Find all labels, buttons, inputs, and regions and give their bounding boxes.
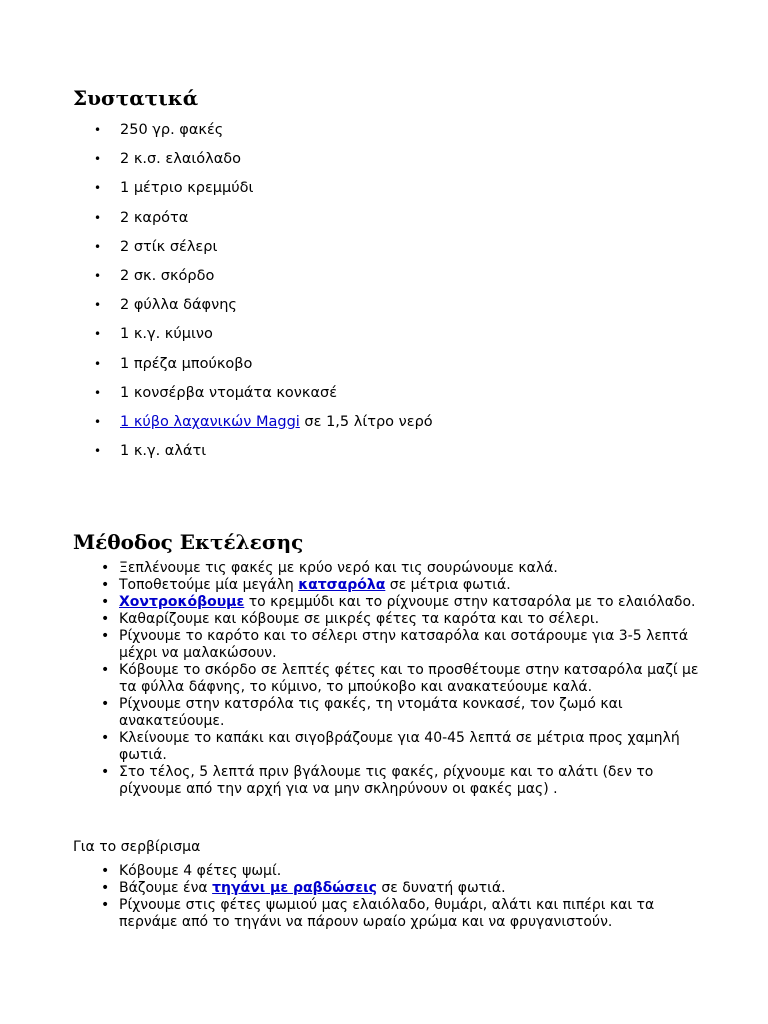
bullet-icon: •	[101, 696, 110, 712]
serving-label: Για το σερβίρισμα	[73, 839, 201, 855]
list-item	[0, 353, 433, 382]
step-text: Κλείνουμε το καπάκι και σιγοβράζουμε για 40-45 λεπτά σε μέτρια προς χαμηλή φωτιά.	[119, 730, 680, 763]
maggi-cube-link[interactable]: 1 κύβο λαχανικών Maggi	[120, 413, 300, 430]
list-item	[0, 764, 700, 798]
step-text: Κόβουμε 4 φέτες ψωμί.	[119, 863, 282, 879]
list-item	[0, 863, 700, 880]
list-item	[0, 294, 433, 323]
ingredient-text: 2 κ.σ. ελαιόλαδο	[120, 151, 242, 168]
list-item	[0, 236, 433, 265]
ingredient-text: 1 κονσέρβα ντομάτα κονκασέ	[120, 384, 338, 401]
list-item	[0, 177, 433, 206]
ingredient-text: 1 κ.γ. αλάτι	[120, 443, 207, 460]
bullet-icon: •	[94, 444, 102, 459]
list-item	[0, 265, 433, 294]
ingredient-text: 1 κ.γ. κύμινο	[120, 326, 213, 343]
step-text: Κόβουμε το σκόρδο σε λεπτές φέτες και το προσθέτουμε στην κατσαρόλα μαζί με τα φύλλα δάφνης, το κύμινο, το μπούκοβο και ανακατεύουμε καλά.	[119, 662, 699, 695]
grill-pan-link[interactable]: τηγάνι με ραβδώσεις	[212, 880, 377, 896]
list-item	[0, 440, 433, 469]
list-item	[0, 560, 700, 577]
list-item	[0, 594, 700, 611]
bullet-icon: •	[101, 880, 110, 896]
chop-link[interactable]: Χοντροκόβουμε	[119, 594, 245, 610]
bullet-icon: •	[94, 414, 102, 429]
list-item	[0, 730, 700, 764]
list-item	[0, 119, 433, 148]
ingredient-text: 2 φύλλα δάφνης	[120, 297, 237, 314]
step-text: Ξεπλένουμε τις φακές με κρύο νερό και τις σουρώνουμε καλά.	[119, 560, 558, 576]
list-item	[0, 897, 700, 931]
step-text: Τοποθετούμε μία μεγάλη	[119, 577, 299, 593]
method-steps-list	[0, 560, 700, 798]
list-item	[0, 577, 700, 594]
list-item	[0, 411, 433, 440]
list-item	[0, 611, 700, 628]
list-item	[0, 662, 700, 696]
bullet-icon: •	[94, 268, 102, 283]
step-text: το κρεμμύδι και το ρίχνουμε στην κατσαρόλα με το ελαιόλαδο.	[244, 594, 696, 610]
list-item	[0, 323, 433, 352]
bullet-icon: •	[101, 662, 110, 678]
bullet-icon: •	[101, 560, 110, 576]
list-item	[0, 382, 433, 411]
bullet-icon: •	[94, 327, 102, 342]
ingredient-text: 1 πρέζα μπούκοβο	[120, 355, 253, 372]
step-text: Ρίχνουμε στις φέτες ψωμιού μας ελαιόλαδο, θυμάρι, αλάτι και πιπέρι και τα περνάμε από το τηγάνι να πάρουν ωραίο χρώμα και να φρυγανιστούν.	[119, 897, 655, 930]
bullet-icon: •	[94, 152, 102, 167]
bullet-icon: •	[101, 863, 110, 879]
bullet-icon: •	[101, 730, 110, 746]
ingredient-text: 2 καρότα	[120, 209, 189, 226]
bullet-icon: •	[101, 577, 110, 593]
list-item	[0, 148, 433, 177]
step-text: σε μέτρια φωτιά.	[385, 577, 511, 593]
bullet-icon: •	[101, 594, 110, 610]
step-text: Καθαρίζουμε και κόβουμε σε μικρές φέτες τα καρότα και το σέλερι.	[119, 611, 600, 627]
serving-steps-list	[0, 863, 700, 931]
list-item	[0, 628, 700, 662]
bullet-icon: •	[101, 764, 110, 780]
ingredients-list	[0, 119, 433, 469]
step-text: Βάζουμε ένα	[119, 880, 213, 896]
bullet-icon: •	[101, 897, 110, 913]
ingredients-heading: Συστατικά	[73, 86, 199, 110]
pot-link[interactable]: κατσαρόλα	[298, 577, 386, 593]
ingredient-text: 250 γρ. φακές	[120, 122, 224, 138]
step-text: σε δυνατή φωτιά.	[376, 880, 506, 896]
bullet-icon: •	[101, 611, 110, 627]
bullet-icon: •	[94, 385, 102, 400]
bullet-icon: •	[94, 298, 102, 313]
bullet-icon: •	[94, 356, 102, 371]
bullet-icon: •	[94, 210, 102, 225]
method-heading: Μέθοδος Εκτέλεσης	[73, 530, 304, 554]
step-text: Ρίχνουμε στην κατσρόλα τις φακές, τη ντομάτα κονκασέ, τον ζωμό και ανακατεύουμε.	[119, 696, 623, 729]
bullet-icon: •	[94, 181, 102, 196]
ingredient-text: 2 σκ. σκόρδο	[120, 267, 215, 284]
ingredient-text: 1 μέτριο κρεμμύδι	[120, 180, 254, 197]
bullet-icon: •	[94, 123, 102, 137]
list-item	[0, 880, 700, 897]
list-item	[0, 696, 700, 730]
bullet-icon: •	[101, 628, 110, 644]
ingredient-text: 2 στίκ σέλερι	[120, 238, 218, 255]
ingredient-text: σε 1,5 λίτρο νερό	[299, 413, 433, 430]
bullet-icon: •	[94, 239, 102, 254]
list-item	[0, 207, 433, 236]
step-text: Ρίχνουμε το καρότο και το σέλερι στην κατσαρόλα και σοτάρουμε για 3-5 λεπτά μέχρι να μαλακώσουν.	[119, 628, 689, 661]
step-text: Στο τέλος, 5 λεπτά πριν βγάλουμε τις φακές, ρίχνουμε και το αλάτι (δεν το ρίχνουμε από την αρχή για να μην σκληρύνουν οι φακές μας) .	[119, 764, 654, 797]
